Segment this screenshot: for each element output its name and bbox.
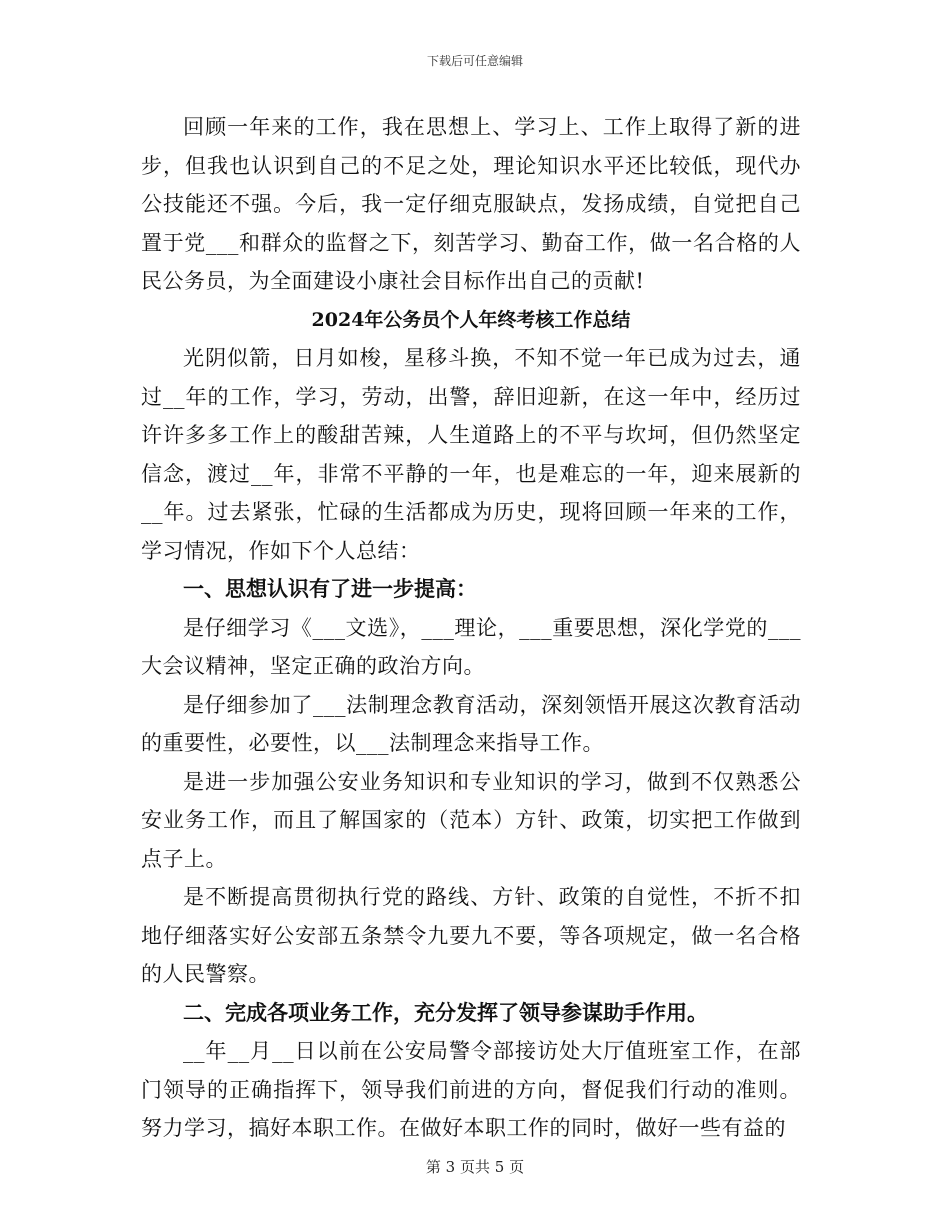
document-title: 2024年公务员个人年终考核工作总结	[311, 308, 631, 331]
document-body	[141, 108, 801, 1148]
page-header: 下载后可任意编辑	[426, 54, 523, 68]
section1-paragraph-2: 是仔细参加了___法制理念教育活动，深刻领悟开展这次教育活动的重要性，必要性，以___法制理念来指导工作。	[141, 692, 801, 755]
intro-paragraph: 回顾一年来的工作，我在思想上、学习上、工作上取得了新的进步，但我也认识到自己的不足之处，理论知识水平还比较低，现代办公技能还不强。今后，我一定仔细克服缺点，发扬成绩，自觉把自己置于党___和群众的监督之下，刻苦学习、勤奋工作，做一名合格的人民公务员，为全面建设小康社会目标作出自己的贡献!	[141, 115, 801, 293]
section1-paragraph-4: 是不断提高贯彻执行党的路线、方针、政策的自觉性，不折不扣地仔细落实好公安部五条禁令九要九不要，等各项规定，做一名合格的人民警察。	[141, 885, 801, 986]
opening-paragraph: 光阴似箭，日月如梭，星移斗换，不知不觉一年已成为过去，通过__年的工作，学习，劳动，出警，辞旧迎新，在这一年中，经历过许许多多工作上的酸甜苦辣，人生道路上的不平与坎坷，但仍然坚定信念，渡过__年，非常不平静的一年，也是难忘的一年，迎来展新的__年。过去紧张，忙碌的生活都成为历史，现将回顾一年来的工作，学习情况，作如下个人总结：	[141, 346, 801, 563]
section2-heading: 二、完成各项业务工作，充分发挥了领导参谋助手作用。	[183, 999, 708, 1025]
section1-paragraph-3: 是进一步加强公安业务知识和专业知识的学习，做到不仅熟悉公安业务工作，而且了解国家的（范本）方针、政策，切实把工作做到点子上。	[141, 769, 801, 871]
section1-paragraph-1: 是仔细学习《___文选》，___理论，___重要思想，深化学党的___大会议精神，坚定正确的政治方向。	[141, 615, 801, 678]
section1-heading: 一、思想认识有了进一步提高：	[183, 576, 477, 601]
page-footer: 第 3 页共 5 页	[425, 1158, 525, 1176]
section2-paragraph-1: __年__月__日以前在公安局警令部接访处大厅值班室工作，在部门领导的正确指挥下，领导我们前进的方向，督促我们行动的准则。努力学习，搞好本职工作。在做好本职工作的同时，做好一些有益的	[141, 1039, 801, 1140]
